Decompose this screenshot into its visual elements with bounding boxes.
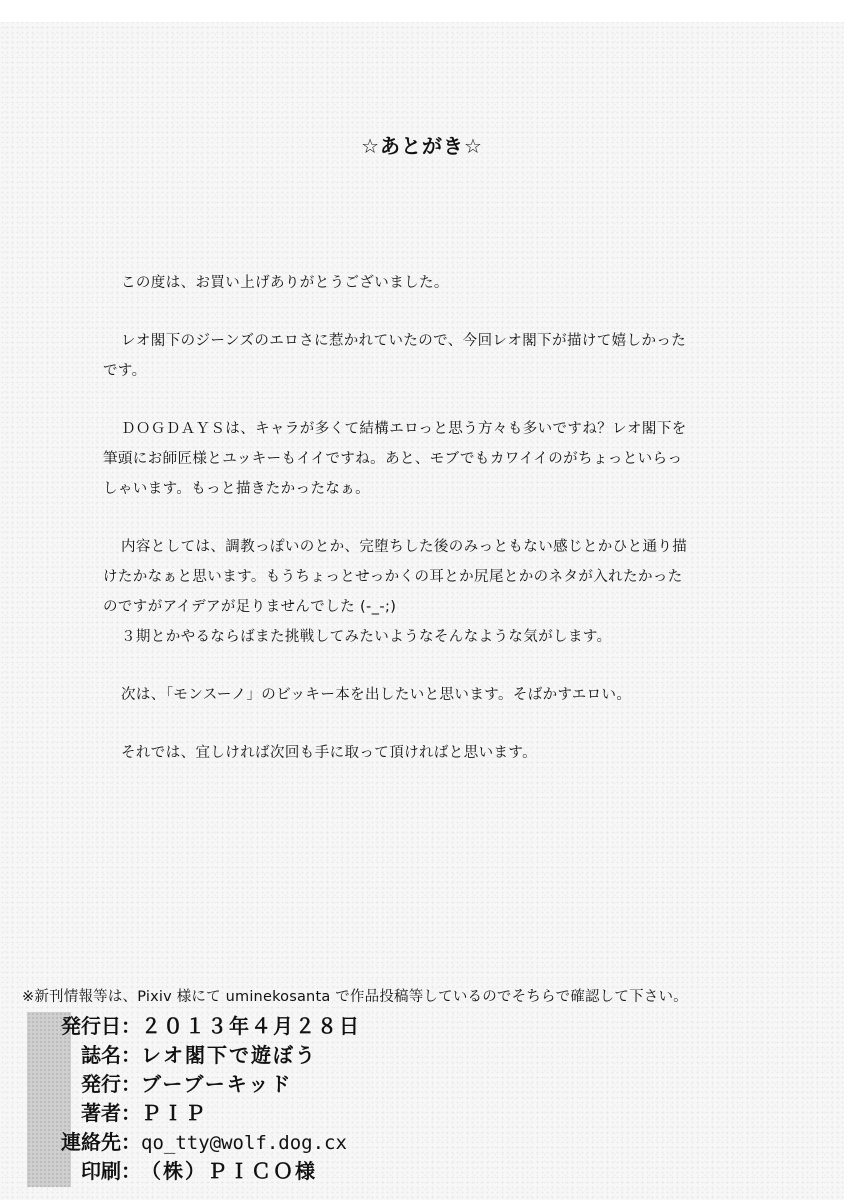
afterword-body (103, 268, 763, 796)
text-line: けたかなぁと思います。もうちょっとせっかくの耳とか尻尾とかのネタが入れたかった (103, 569, 683, 585)
paragraph-dogdays (103, 414, 763, 504)
paragraph-next (103, 680, 763, 710)
colophon-separator: ： (121, 1072, 141, 1096)
colophon-separator: ： (121, 1130, 141, 1154)
colophon-row-printer (25, 1157, 385, 1186)
colophon-row-title (25, 1041, 385, 1070)
colophon-separator: ： (121, 1043, 141, 1067)
text-line: のですがアイデアが足りませんでした (-_-;) (103, 599, 397, 615)
colophon-value: ブーブーキッド (141, 1072, 293, 1096)
paragraph-thanks (103, 268, 763, 298)
text-line: レオ閣下のジーンズのエロさに惹かれていたので、今回レオ閣下が描けて嬉しかった (121, 333, 687, 349)
colophon-separator: ： (121, 1014, 141, 1038)
colophon-key: 発行 (81, 1072, 121, 1096)
text-line: 内容としては、調教っぽいのとか、完堕ちした後のみっともない感じとかひと通り描 (121, 539, 688, 555)
colophon-separator: ： (121, 1159, 141, 1183)
text-line: それでは、宜しければ次回も手に取って頂ければと思います。 (121, 745, 538, 761)
colophon (25, 1012, 385, 1187)
paragraph-content (103, 532, 763, 652)
colophon-row-date (25, 1012, 385, 1041)
new-release-notice: ※新刊情報等は、Pixiv 様にて uminekosanta で作品投稿等しているのでそちらで確認して下さい。 (22, 989, 688, 1005)
colophon-key: 連絡先 (61, 1130, 121, 1154)
colophon-key: 印刷 (81, 1159, 121, 1183)
contact-email: qo_tty@wolf.dog.cx (141, 1132, 347, 1154)
colophon-value: レオ閣下で遊ぼう (141, 1043, 317, 1067)
afterword-title: ☆あとがき☆ (361, 134, 483, 158)
colophon-value: ２０１３年４月２８日 (141, 1014, 361, 1038)
text-line: 次は、「モンスーノ」のビッキー本を出したいと思います。そばかすエロい。 (121, 687, 632, 703)
colophon-key: 誌名 (81, 1043, 121, 1067)
paragraph-jeans (103, 326, 763, 386)
colophon-row-publisher (25, 1070, 385, 1099)
text-line: しゃいます。もっと描きたかったなぁ。 (103, 481, 371, 497)
colophon-row-contact (25, 1128, 385, 1157)
text-line: です。 (103, 363, 147, 379)
text-line: 筆頭にお師匠様とユッキーもイイですね。あと、モブでもカワイイのがちょっといらっ (103, 451, 683, 467)
text-line: ３期とかやるならばまた挑戦してみたいようなそんなような気がします。 (121, 629, 612, 645)
colophon-value: （株）ＰＩＣＯ様 (141, 1159, 317, 1183)
colophon-key: 発行日 (61, 1014, 121, 1038)
colophon-key: 著者 (81, 1101, 121, 1125)
colophon-value: ＰＩＰ (141, 1101, 207, 1125)
colophon-separator: ： (121, 1101, 141, 1125)
text-line: この度は、お買い上げありがとうございました。 (121, 275, 449, 291)
colophon-row-author (25, 1099, 385, 1128)
page-top-edge (0, 0, 844, 22)
text-line: ＤＯＧＤＡＹＳは、キャラが多くて結構エロっと思う方々も多いですね？レオ閣下を (121, 421, 687, 437)
paragraph-closing (103, 738, 763, 768)
